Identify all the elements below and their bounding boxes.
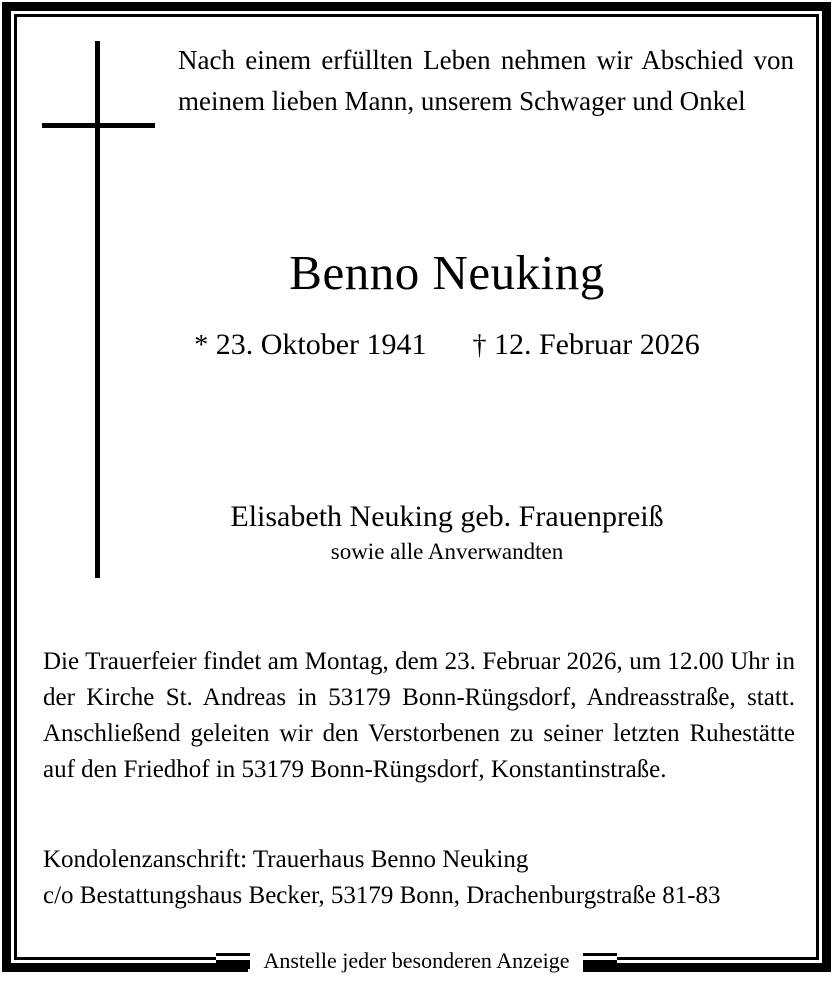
survivor-primary: Elisabeth Neuking geb. Frauenpreiß [230,500,664,533]
latin-cross-icon-horizontal-stroke [42,123,155,128]
notice-inner-border [14,14,819,960]
birth-star-icon: * [194,330,209,361]
survivors-block [100,498,794,568]
death-date: 12. Februar 2026 [494,328,700,361]
death-date-group [473,328,700,361]
condolence-line-1: Kondolenzanschrift: Trauerhaus Benno Neuking [43,846,529,873]
intro-line-1: Nach einem erfüllten Leben nehmen wir [178,45,633,75]
footer-text: Anstelle jeder besonderen Anzeige [250,948,582,974]
death-dagger-icon: † [472,330,487,361]
intro-line-2: Abschied von meinem lieben Mann, unserem [178,45,795,116]
survivor-secondary: sowie alle Anverwandten [330,539,564,564]
intro-line-3: Schwager und Onkel [519,86,746,116]
life-dates [100,326,794,365]
service-details-paragraph: Die Trauerfeier findet am Montag, dem 23. Februar 2026, um 12.00 Uhr in der Kirche St. Andreas in 53179 Bonn-Rüngsdorf, Andreasstraße, statt. Anschließend geleiten wir den Verstorbenen zu seiner letzten Ruhestätte auf den Friedhof in 53179 Bonn-Rüngsdorf, Konstantinstraße. [43,648,795,783]
bottom-border-gap [248,944,578,978]
condolence-address-block [43,842,795,914]
birth-date-group [194,328,426,361]
intro-text [178,40,794,122]
birth-date: 23. Oktober 1941 [215,328,427,361]
condolence-line-2: c/o Bestattungshaus Becker, 53179 Bonn, Drachenburgstraße 81-83 [43,882,721,909]
deceased-name: Benno Neuking [289,245,605,300]
